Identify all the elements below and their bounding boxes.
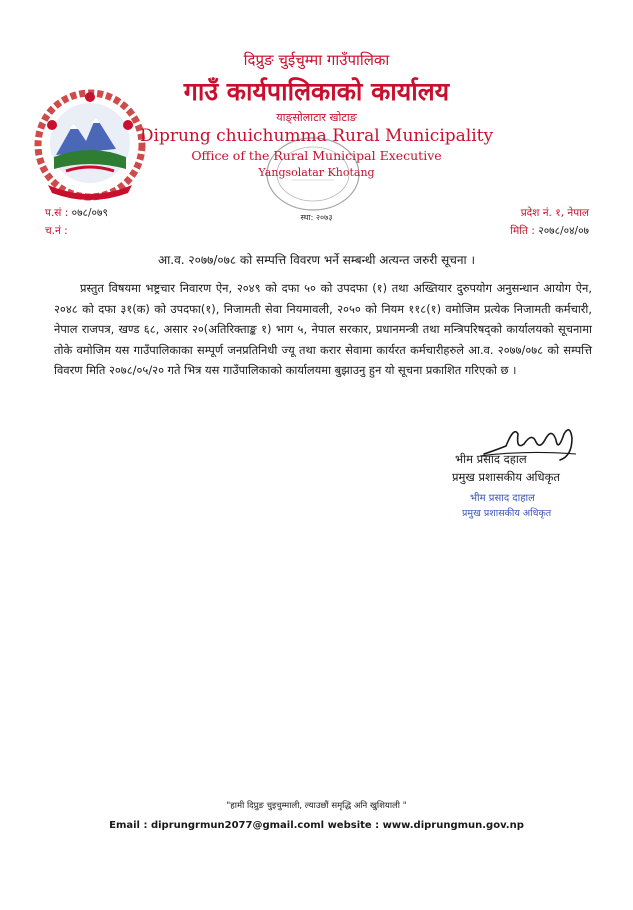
address-ne: याङ्सोलाटार खोटाङ bbox=[276, 111, 357, 124]
notice-body: प्रस्तुत विषयमा भष्ट्रचार निवारण ऐन, २०४९ को दफा ५० को उपदफा (१) तथा अख्तियार दुरुपयोग अनुसन्धान आयोग ऐन, २०४८ को दफा ३१(क) को उपदफा(१), निजामती सेवा नियमावली, २०५० को नियम ११८(१) वमोजिम प्रत्येक निजामती कर्मचारी, नेपाल राजपत्र, खण्ड ६८, असार २०(अतिरिक्ताङ्क १) भाग ५, नेपाल सरकार, प्रधानमन्त्री तथा मन्त्रिपरिषद्को कार्यालयको सूचनामा तोके वमोजिम यस गाउँपालिकाका सम्पूर्ण जनप्रतिनिधी ज्यू तथा करार सेवामा कार्यरत कर्मचारीहरुले आ.व. २०७७/०७८ को सम्पत्ति विवरण मिति २०७८/०५/२० गते भित्र यस गाउँपालिकाको कार्यालयमा बुझाउनु हुन यो सूचना प्रकाशित गरिएको छ । bbox=[54, 281, 592, 377]
reference-number bbox=[45, 206, 108, 220]
email-address[interactable]: diprungrmun2077@gmail.coml bbox=[150, 820, 325, 831]
date-label: मिति : bbox=[510, 225, 535, 237]
letter-date bbox=[510, 224, 589, 238]
date-value: २०७८/०४/०७ bbox=[538, 225, 589, 237]
website-link[interactable]: www.diprungmun.gov.np bbox=[382, 820, 524, 831]
footer-contact bbox=[0, 820, 633, 831]
office-stamp-icon bbox=[258, 132, 368, 217]
reference-number-label: प.सं : bbox=[45, 207, 69, 219]
footer-slogan: "हामी दिप्रुङ चुइचुम्माली, ल्याउछौं समृद्धि अनि खुशियाली " bbox=[226, 801, 407, 811]
province-label: प्रदेश नं. १, नेपाल bbox=[520, 207, 589, 219]
email-label: Email : bbox=[109, 820, 148, 831]
notice-subject: आ.व. २०७७/०७८ को सम्पत्ति विवरण भर्ने सम्बन्धी अत्यन्त जरुरी सूचना । bbox=[157, 253, 475, 267]
stamp-signatory-title: प्रमुख प्रशासकीय अधिकृत bbox=[462, 508, 552, 519]
signatory-title: प्रमुख प्रशासकीय अधिकृत bbox=[452, 470, 560, 484]
dispatch-number-label: च.नं : bbox=[45, 225, 68, 237]
municipality-name-ne: दिप्रुङ चुईचुम्मा गाउँपालिका bbox=[243, 51, 390, 69]
dispatch-number bbox=[45, 224, 68, 238]
stamp-signatory-name: भीम प्रसाद दाहाल bbox=[470, 493, 535, 504]
municipality-name-en: Diprung chuichumma Rural Municipality bbox=[139, 126, 494, 146]
address-en: Yangsolatar Khotang bbox=[258, 166, 375, 179]
reference-number-value: ०७८/०७९ bbox=[71, 207, 108, 219]
website-label: website : bbox=[327, 820, 380, 831]
office-title-ne: गाउँ कार्यपालिकाको कार्यालय bbox=[183, 77, 450, 106]
office-title-en: Office of the Rural Municipal Executive bbox=[191, 148, 442, 163]
established-year: स्था: २०७३ bbox=[300, 213, 333, 222]
signatory-name: भीम प्रसाद दहाल bbox=[455, 452, 527, 466]
